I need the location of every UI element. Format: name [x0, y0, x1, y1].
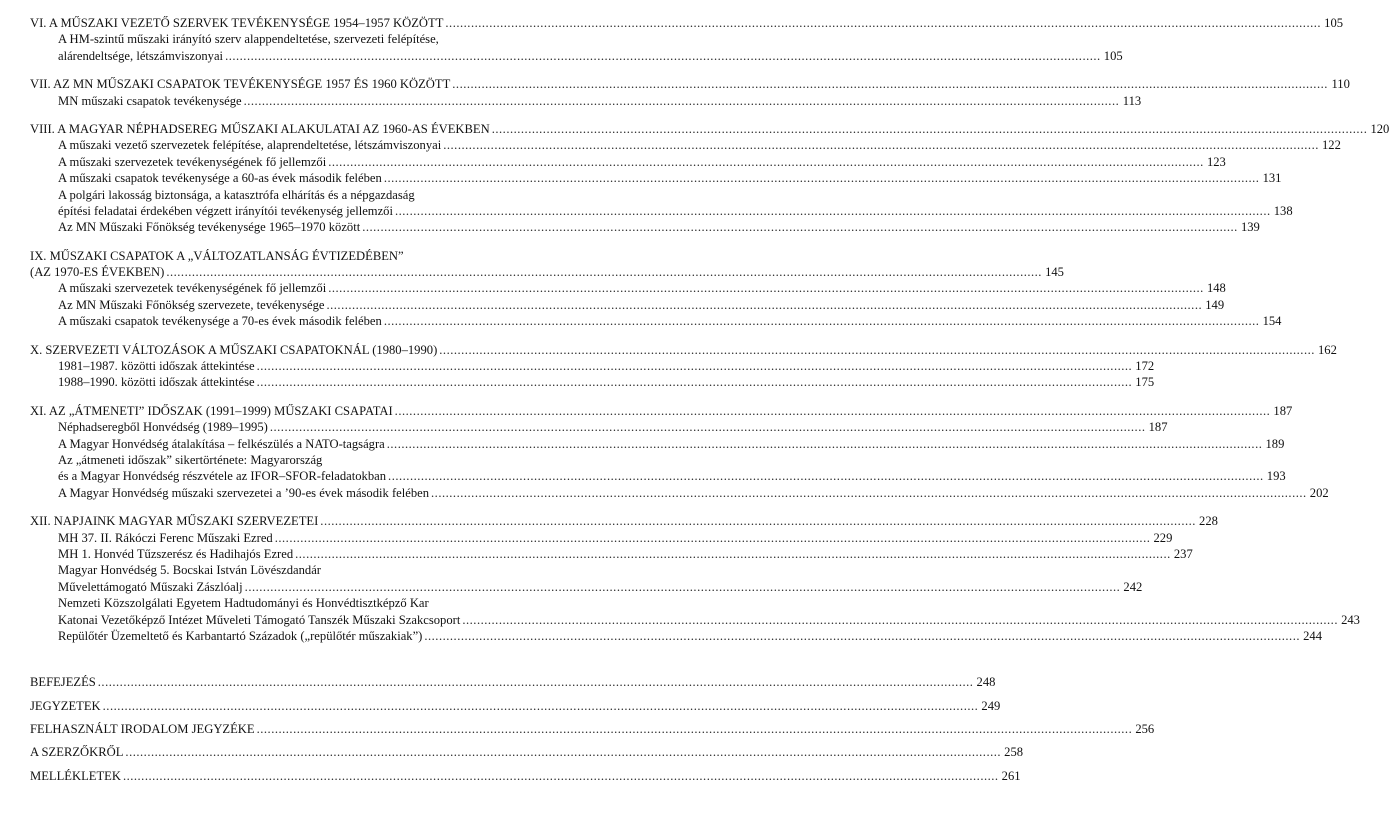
toc-entry-sub[interactable] [30, 48, 1123, 64]
toc-entry-page: 193 [1266, 469, 1286, 484]
dot-leader [245, 579, 1121, 595]
toc-entry-page: 105 [1103, 48, 1123, 63]
toc-section [30, 768, 1021, 784]
toc-entry-page: 244 [1303, 628, 1322, 643]
section-gap [30, 737, 597, 744]
toc-entry-chapter[interactable] [30, 342, 1337, 358]
toc-entry-title: Nemzeti Közszolgálati Egyetem Hadtudományi és Honvédtisztképző Kar [58, 596, 429, 611]
toc-entry-title: MH 1. Honvéd Tűzszerész és Hadihajós Ezred [58, 546, 294, 561]
toc-entry-chapter[interactable] [30, 744, 1024, 760]
toc-entry-page: 138 [1273, 203, 1293, 218]
toc-entry-chapter[interactable] [30, 15, 1344, 31]
toc-entry-chapter[interactable] [30, 76, 1350, 92]
toc-entry-sub[interactable] [30, 628, 1322, 644]
dot-leader [439, 342, 1315, 358]
toc-entry-sub[interactable] [30, 374, 1155, 390]
toc-entry-sub[interactable] [30, 358, 1155, 374]
toc-entry-page: 172 [1135, 359, 1155, 374]
toc-entry-title: Az MN Műszaki Főnökség szervezete, tevékenysége [58, 297, 325, 312]
toc-section [30, 698, 1001, 714]
toc-entry-title: A SZERZŐKRŐL [30, 745, 124, 760]
dot-leader [166, 264, 1042, 280]
toc-entry-chapter[interactable] [30, 513, 1218, 529]
toc-entry-title: X. SZERVEZETI VÁLTOZÁSOK A MŰSZAKI CSAPATOKNÁL (1980–1990) [30, 342, 438, 357]
dot-leader [320, 513, 1196, 529]
toc-entry-sub[interactable] [30, 612, 1360, 628]
toc-entry-page: 122 [1321, 138, 1341, 153]
toc-entry-sub[interactable] [30, 219, 1260, 235]
toc-entry-sub[interactable] [30, 93, 1142, 109]
toc-entry-chapter[interactable] [30, 248, 597, 264]
toc-entry-title: alárendeltsége, létszámviszonyai [58, 48, 224, 63]
toc-entry-page: 229 [1153, 530, 1173, 545]
toc-entry-page: 123 [1206, 154, 1226, 169]
dot-leader [270, 419, 1146, 435]
toc-entry-title: IX. MŰSZAKI CSAPATOK A „VÁLTOZATLANSÁG ÉVTIZEDÉBEN” [30, 248, 404, 263]
toc-entry-sub[interactable] [30, 468, 1286, 484]
dot-leader [328, 154, 1204, 170]
toc-section [30, 76, 1350, 109]
toc-entry-page: 256 [1135, 722, 1155, 737]
dot-leader [387, 436, 1263, 452]
toc-entry-title: JEGYZETEK [30, 698, 101, 713]
toc-entry-page: 237 [1173, 546, 1193, 561]
section-gap [30, 330, 597, 342]
dot-leader [257, 374, 1133, 390]
toc-entry-title: A HM-szintű műszaki irányító szerv alapрendeltetése, szervezeti felépítése, [58, 32, 439, 47]
toc-entry-title: MELLÉKLETEK [30, 768, 121, 783]
toc-entry-title: 1981–1987. közötti időszak áttekintése [58, 359, 255, 374]
toc-entry-page: 228 [1199, 514, 1218, 529]
dot-leader [98, 674, 974, 690]
toc-entry-page: 110 [1331, 77, 1350, 92]
toc-entry-sub[interactable] [30, 297, 1225, 313]
toc-entry-title: 1988–1990. közötti időszak áttekintése [58, 375, 255, 390]
toc-entry-chapter[interactable] [30, 403, 1293, 419]
toc-entry-page: 187 [1273, 403, 1293, 418]
toc-entry-title: BEFEJEZÉS [30, 675, 96, 690]
toc-section [30, 513, 1360, 644]
toc-entry-title: Művelettámogató Műszaki Zászlóalj [58, 579, 243, 594]
dot-leader [384, 313, 1260, 329]
dot-leader [125, 744, 1001, 760]
toc-entry-page: 261 [1001, 768, 1021, 783]
toc-entry-chapter[interactable] [30, 264, 1064, 280]
dot-leader [462, 612, 1338, 628]
toc-entry-sub[interactable] [30, 31, 597, 47]
toc-entry-chapter[interactable] [30, 674, 996, 690]
toc-entry-title: A műszaki vezető szervezetek felépítése, alaprendeltetése, létszámviszonyai [58, 138, 442, 153]
toc-section [30, 121, 1389, 236]
section-gap [30, 501, 597, 513]
dot-leader [395, 403, 1271, 419]
toc-entry-title: A Magyar Honvédség átalakítása – felkészülés a NATO-tagságra [58, 436, 385, 451]
dot-leader [244, 93, 1120, 109]
toc-entry-page: 105 [1324, 16, 1344, 30]
toc-entry-title: VIII. A MAGYAR NÉPHADSEREG MŰSZAKI ALAKULATAI AZ 1960-AS ÉVEKBEN [30, 121, 490, 136]
section-gap [30, 644, 597, 674]
toc-entry-title: Katonai Vezetőképző Intézet Műveleti Támogató Tanszék Műszaki Szakcsoport [58, 612, 461, 627]
dot-leader [384, 170, 1260, 186]
dot-leader [388, 468, 1264, 484]
toc-entry-title: A polgári lakosság biztonsága, a katasztrófa elhárítás és a népgazdaság [58, 187, 415, 202]
toc-section [30, 15, 1344, 64]
toc-entry-title: A műszaki csapatok tevékenysége a 70-es évek második felében [58, 314, 382, 329]
dot-leader [395, 203, 1271, 219]
dot-leader [275, 530, 1151, 546]
section-gap [30, 714, 597, 721]
dot-leader [257, 721, 1133, 737]
dot-leader [103, 698, 979, 714]
section-gap [30, 64, 597, 76]
toc-entry-sub[interactable] [30, 154, 1226, 170]
toc-entry-page: 113 [1122, 93, 1142, 108]
toc-entry-page: 258 [1004, 745, 1024, 760]
toc-entry-title: VI. A MŰSZAKI VEZETŐ SZERVEK TEVÉKENYSÉGE 1954–1957 KÖZÖTT [30, 16, 444, 30]
toc-entry-page: 243 [1341, 612, 1360, 627]
toc-section [30, 721, 1155, 737]
dot-leader [431, 485, 1307, 501]
dot-leader [328, 280, 1204, 296]
toc-entry-title: XI. AZ „ÁTMENETI” IDŐSZAK (1991–1999) MŰSZAKI CSAPATAI [30, 403, 393, 418]
dot-leader [424, 628, 1300, 644]
section-gap [30, 109, 597, 121]
toc-entry-title: Magyar Honvédség 5. Bocskai István Lövészdandár [58, 563, 321, 578]
toc-entry-page: 248 [976, 675, 996, 690]
toc-entry-sub[interactable] [30, 452, 597, 468]
toc-entry-sub[interactable] [30, 530, 1173, 546]
toc-entry-chapter[interactable] [30, 721, 1155, 737]
toc-entry-page: 139 [1240, 220, 1260, 235]
toc-entry-sub[interactable] [30, 419, 1168, 435]
toc-entry-sub[interactable] [30, 546, 1193, 562]
toc-section [30, 342, 1337, 391]
dot-leader [295, 546, 1171, 562]
toc-entry-title: A műszaki szervezetek tevékenységének fő jellemzői [58, 154, 327, 169]
toc-entry-sub[interactable] [30, 280, 1226, 296]
toc-entry-sub[interactable] [30, 170, 1282, 186]
toc-entry-title: MH 37. II. Rákóczi Ferenc Műszaki Ezred [58, 530, 273, 545]
toc-entry-sub[interactable] [30, 313, 1282, 329]
toc-entry-title: Repülőtér Üzemeltető és Karbantartó Századok („repülőtér műszakiak”) [58, 628, 423, 643]
toc-entry-page: 249 [981, 698, 1001, 713]
toc-entry-title: VII. AZ MN MŰSZAKI CSAPATOK TEVÉKENYSÉGE 1957 ÉS 1960 KÖZÖTT [30, 77, 451, 92]
dot-leader [257, 358, 1133, 374]
toc-entry-title: MN műszaki csapatok tevékenysége [58, 93, 242, 108]
dot-leader [225, 48, 1101, 64]
toc-entry-chapter[interactable] [30, 121, 1389, 137]
section-gap [30, 691, 597, 698]
toc-entry-sub[interactable] [30, 595, 597, 611]
toc-entry-page: 131 [1262, 171, 1282, 186]
dot-leader [362, 219, 1238, 235]
toc-entry-title: építési feladatai érdekében végzett irányítói tevékenység jellemzői [58, 203, 393, 218]
dot-leader [443, 137, 1319, 153]
toc-entry-sub[interactable] [30, 187, 597, 203]
table-of-contents [30, 15, 1389, 784]
toc-entry-sub[interactable] [30, 485, 1329, 501]
dot-leader [123, 768, 999, 784]
dot-leader [452, 76, 1328, 92]
toc-entry-page: 162 [1318, 342, 1337, 357]
toc-entry-sub[interactable] [30, 203, 1293, 219]
toc-section [30, 403, 1329, 501]
toc-entry-title: Az „átmeneti időszak” sikertörténete: Magyarország [58, 452, 323, 467]
toc-entry-title: A műszaki csapatok tevékenysége a 60-as évek második felében [58, 171, 382, 186]
toc-entry-page: 242 [1123, 579, 1143, 594]
section-gap [30, 236, 597, 248]
toc-entry-page: 175 [1135, 375, 1155, 390]
toc-entry-title: FELHASZNÁLT IRODALOM JEGYZÉKE [30, 722, 255, 737]
toc-entry-sub[interactable] [30, 436, 1285, 452]
toc-entry-page: 145 [1045, 265, 1064, 280]
section-gap [30, 391, 597, 403]
toc-entry-chapter[interactable] [30, 768, 1021, 784]
toc-entry-title: Néphadseregből Honvédség (1989–1995) [58, 420, 268, 435]
dot-leader [326, 297, 1202, 313]
section-gap [30, 761, 597, 768]
toc-entry-chapter[interactable] [30, 698, 1001, 714]
toc-entry-page: 148 [1206, 281, 1226, 296]
toc-entry-page: 120 [1370, 121, 1389, 136]
toc-entry-page: 154 [1262, 314, 1282, 329]
dot-leader [492, 121, 1368, 137]
toc-section [30, 744, 1024, 760]
toc-entry-page: 189 [1265, 436, 1285, 451]
toc-entry-page: 187 [1148, 420, 1168, 435]
toc-entry-page: 202 [1309, 485, 1329, 500]
toc-entry-title: A műszaki szervezetek tevékenységének fő jellemzői [58, 281, 327, 296]
toc-entry-title: Az MN Műszaki Főnökség tevékenysége 1965–1970 között [58, 220, 361, 235]
toc-section [30, 248, 1282, 330]
toc-entry-title: XII. NAPJAINK MAGYAR MŰSZAKI SZERVEZETEI [30, 514, 319, 529]
toc-entry-sub[interactable] [30, 562, 597, 578]
toc-entry-sub[interactable] [30, 579, 1143, 595]
toc-entry-page: 149 [1205, 297, 1225, 312]
toc-entry-title: és a Magyar Honvédség részvétele az IFOR–SFOR-feladatokban [58, 469, 387, 484]
toc-entry-sub[interactable] [30, 137, 1341, 153]
toc-entry-title: A Magyar Honvédség műszaki szervezetei a ’90-es évek második felében [58, 485, 430, 500]
toc-entry-title: (AZ 1970-ES ÉVEKBEN) [30, 265, 165, 280]
dot-leader [445, 15, 1321, 31]
toc-section [30, 674, 996, 690]
